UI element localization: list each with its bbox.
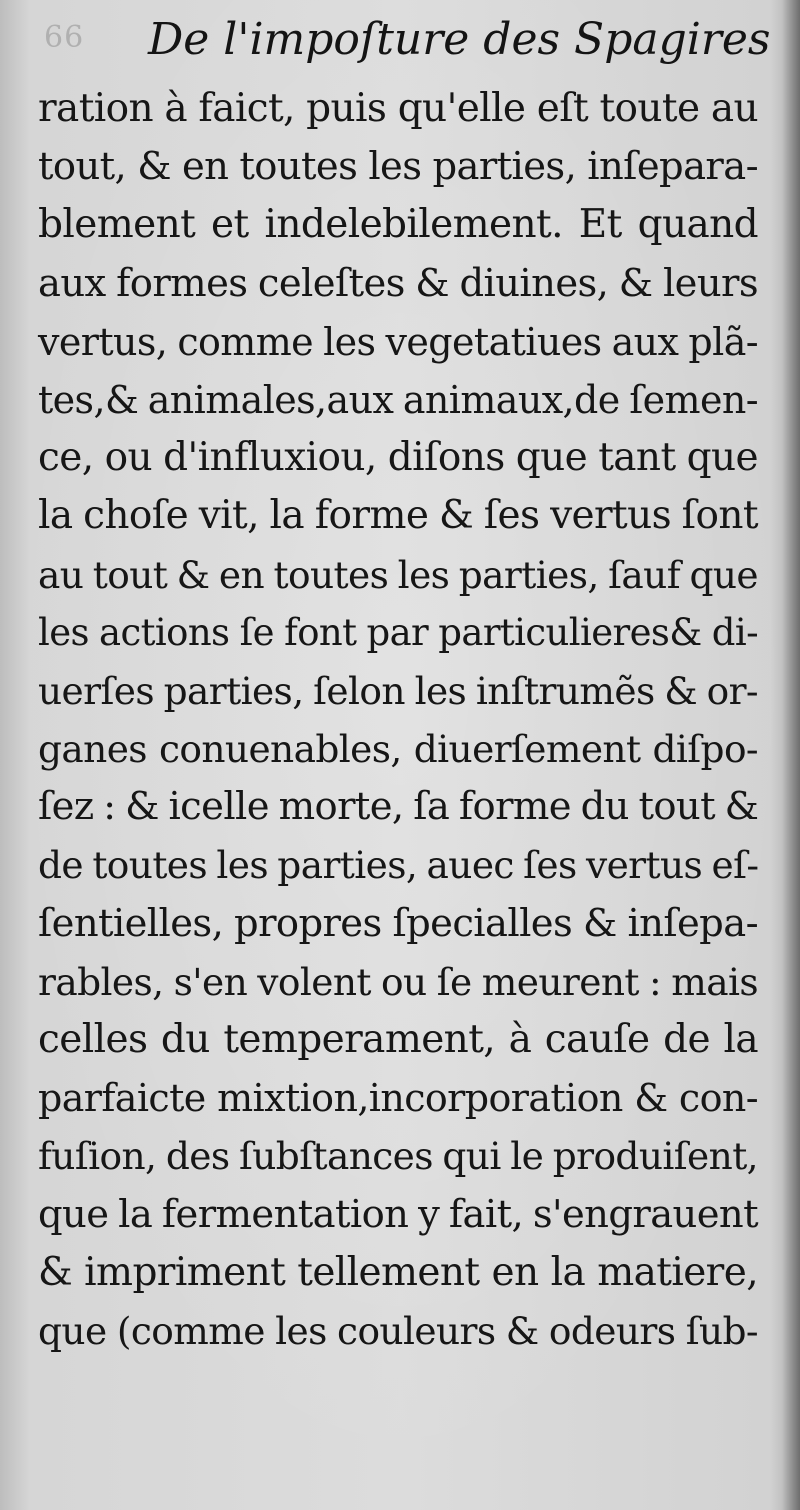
text-line: que la fermentation y fait, s'engrauent <box>38 1191 758 1237</box>
text-line: vertus, comme les vegetatiues aux plã- <box>38 319 758 364</box>
body-text <box>38 80 758 1360</box>
text-line: au tout & en toutes les parties, ſauf que <box>38 552 758 597</box>
text-line: blement et indelebilement. Et quand <box>38 202 758 248</box>
page-number: 66 <box>44 20 85 55</box>
text-line: ce, ou d'influxiou, diſons que tant que <box>38 435 758 481</box>
text-line: uerſes parties, ſelon les inſtrumẽs & or- <box>38 668 758 713</box>
text-line: ſentielles, propres ſpecialles & inſepa- <box>38 900 758 946</box>
text-line: les actions ſe font par particulieres& di- <box>38 610 758 654</box>
text-line: celles du temperament, à cauſe de la <box>38 1017 758 1062</box>
text-line: rables, s'en volent ou ſe meurent : mais <box>38 959 758 1004</box>
text-line: de toutes les parties, auec ſes vertus eſ- <box>38 843 759 888</box>
text-line: parfaicte mixtion,incorporation & con- <box>38 1076 758 1121</box>
text-line: fuſion, des ſubſtances qui le produiſent, <box>38 1134 758 1179</box>
text-line: ration à faict, puis qu'elle eſt toute au <box>38 86 758 131</box>
text-line: ganes conuenables, diuerſement diſpo- <box>38 727 758 772</box>
text-line: tout, & en toutes les parties, inſepara- <box>38 144 758 190</box>
text-line: aux formes celeſtes & diuines, & leurs <box>38 260 758 306</box>
text-line: tes,& animales,aux animaux,de ſemen- <box>38 377 758 422</box>
text-line: que (comme les couleurs & odeurs ſub- <box>38 1308 758 1353</box>
page-edge-shadow <box>782 0 800 1510</box>
text-line: la choſe vit, la forme & ſes vertus ſont <box>38 493 758 539</box>
running-head: De l'impoſture des Spagires <box>148 14 771 65</box>
text-line: & impriment tellement en la matiere, <box>38 1249 758 1295</box>
text-line: ſez : & icelle morte, ſa forme du tout & <box>38 784 759 830</box>
